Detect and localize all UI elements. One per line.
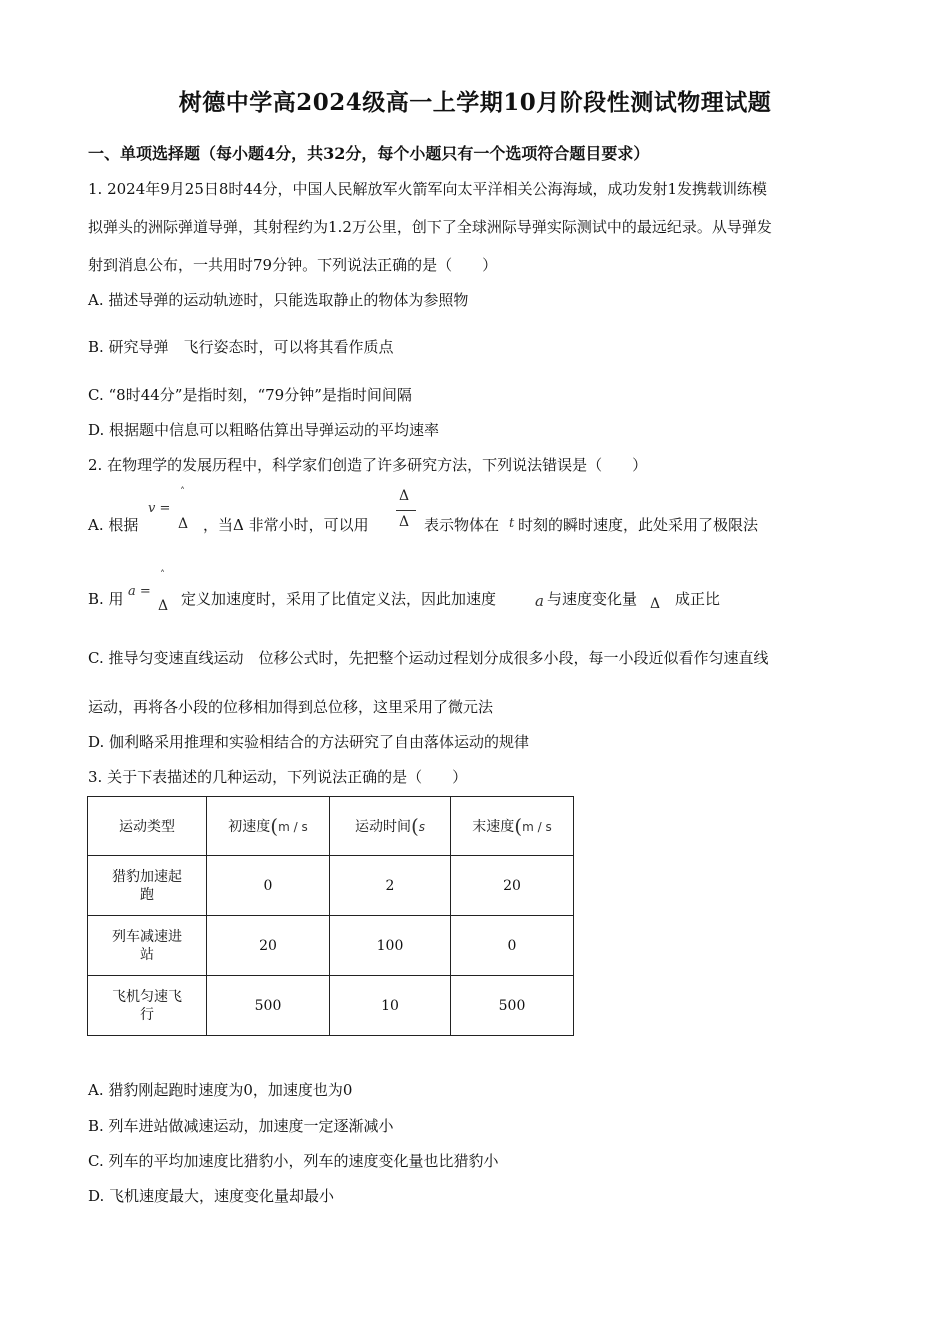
q1-stem-line1: 1. 2024年9月25日8时44分，中国人民解放军火箭军向太平洋相关公海海域，成功发射1发携载训练模 <box>88 180 768 198</box>
q2-option-a-tail: 时刻的瞬时速度，此处采用了极限法 <box>518 516 759 534</box>
q2-a-frac-bar <box>396 510 416 511</box>
table-cell: 0 <box>207 856 330 916</box>
table-row <box>88 976 574 1036</box>
table-cell: 20 <box>451 856 574 916</box>
q2-option-b-tail: 成正比 <box>675 590 721 608</box>
unit-final-velocity: m / s <box>522 820 552 834</box>
q1-stem-line2: 拟弹头的洲际弹道导弹，其射程约为1.2万公里，创下了全球洲际导弹实际测试中的最远纪录。从导弹发 <box>88 218 772 236</box>
q2-option-b-mid2: 与速度变化量 <box>547 590 638 608</box>
q2-option-b-lead: B. 用 <box>88 590 124 608</box>
row-label: 猎豹加速起跑 <box>112 868 182 903</box>
section-heading: 一、单项选择题（每小题4分，共32分，每个小题只有一个选项符合题目要求） <box>88 144 650 163</box>
motion-table <box>87 796 574 1036</box>
q2-b-hat: ˄ <box>160 570 165 581</box>
q2-stem: 2. 在物理学的发展历程中，科学家们创造了许多研究方法，下列说法错误是（ ） <box>88 456 648 474</box>
row-label: 列车减速进站 <box>112 928 182 963</box>
table-cell: 500 <box>207 976 330 1036</box>
header-duration: 运动时间(s <box>330 797 451 856</box>
q3-stem: 3. 关于下表描述的几种运动，下列说法正确的是（ ） <box>88 768 468 786</box>
q3-option-b: B. 列车进站做减速运动，加速度一定逐渐减小 <box>88 1117 394 1135</box>
q1-option-b: B. 研究导弹 飞行姿态时，可以将其看作质点 <box>88 338 394 356</box>
q2-option-c-line2: 运动，再将各小段的位移相加得到总位移，这里采用了微元法 <box>88 698 494 716</box>
q1-stem-line3: 射到消息公布，一共用时79分钟。下列说法正确的是（ ） <box>88 256 498 274</box>
q2-b-var-a: a <box>535 592 544 610</box>
q3-option-a: A. 猎豹刚起跑时速度为0，加速度也为0 <box>88 1081 353 1099</box>
header-initial-velocity: 初速度(m / s <box>207 797 330 856</box>
table-cell: 10 <box>330 976 451 1036</box>
table-row <box>88 856 574 916</box>
q2-a-hat: ˄ <box>180 487 185 498</box>
q2-option-a-lead: A. 根据 <box>88 516 139 534</box>
q2-b-delta: Δ <box>650 596 661 612</box>
table-header-row <box>88 797 574 856</box>
q3-option-d: D. 飞机速度最大，速度变化量却最小 <box>88 1187 335 1205</box>
table-cell: 100 <box>330 916 451 976</box>
row-label: 飞机匀速飞行 <box>112 988 182 1023</box>
table-row <box>88 916 574 976</box>
table-cell: 20 <box>207 916 330 976</box>
q1-option-d: D. 根据题中信息可以粗略估算出导弹运动的平均速率 <box>88 421 440 439</box>
table-cell: 2 <box>330 856 451 916</box>
q2-a-delta-denom: Δ <box>178 516 189 532</box>
q2-option-a-mid2: 表示物体在 <box>424 516 500 534</box>
page-title: 树德中学高2024级高一上学期10月阶段性测试物理试题 <box>178 89 772 116</box>
q3-option-c: C. 列车的平均加速度比猎豹小，列车的速度变化量也比猎豹小 <box>88 1152 499 1170</box>
header-motion-type: 运动类型 <box>88 797 207 856</box>
q2-b-delta-denom: Δ <box>158 598 169 614</box>
header-final-velocity: 末速度(m / s <box>451 797 574 856</box>
q2-a-formula-v: v = <box>148 501 171 516</box>
q1-option-a: A. 描述导弹的运动轨迹时，只能选取静止的物体为参照物 <box>88 291 469 309</box>
q2-option-c-line1: C. 推导匀变速直线运动 位移公式时，先把整个运动过程划分成很多小段，每一小段近似看作匀速直线 <box>88 649 769 667</box>
q2-a-frac-num: Δ <box>399 488 410 504</box>
q2-option-d: D. 伽利略采用推理和实验相结合的方法研究了自由落体运动的规律 <box>88 733 530 751</box>
unit-initial-velocity: m / s <box>278 820 308 834</box>
q2-a-var-t: t <box>509 516 515 531</box>
q2-option-a-mid: ，当Δ 非常小时，可以用 <box>203 516 369 534</box>
unit-duration: s <box>418 820 426 834</box>
q1-option-c: C. “8时44分”是指时刻，“79分钟”是指时间间隔 <box>88 386 412 404</box>
table-cell: 0 <box>451 916 574 976</box>
table-cell: 500 <box>451 976 574 1036</box>
q2-b-formula-a: a = <box>128 584 151 599</box>
q2-a-frac-den: Δ <box>399 514 410 530</box>
q2-option-b-mid: 定义加速度时，采用了比值定义法，因此加速度 <box>181 590 497 608</box>
